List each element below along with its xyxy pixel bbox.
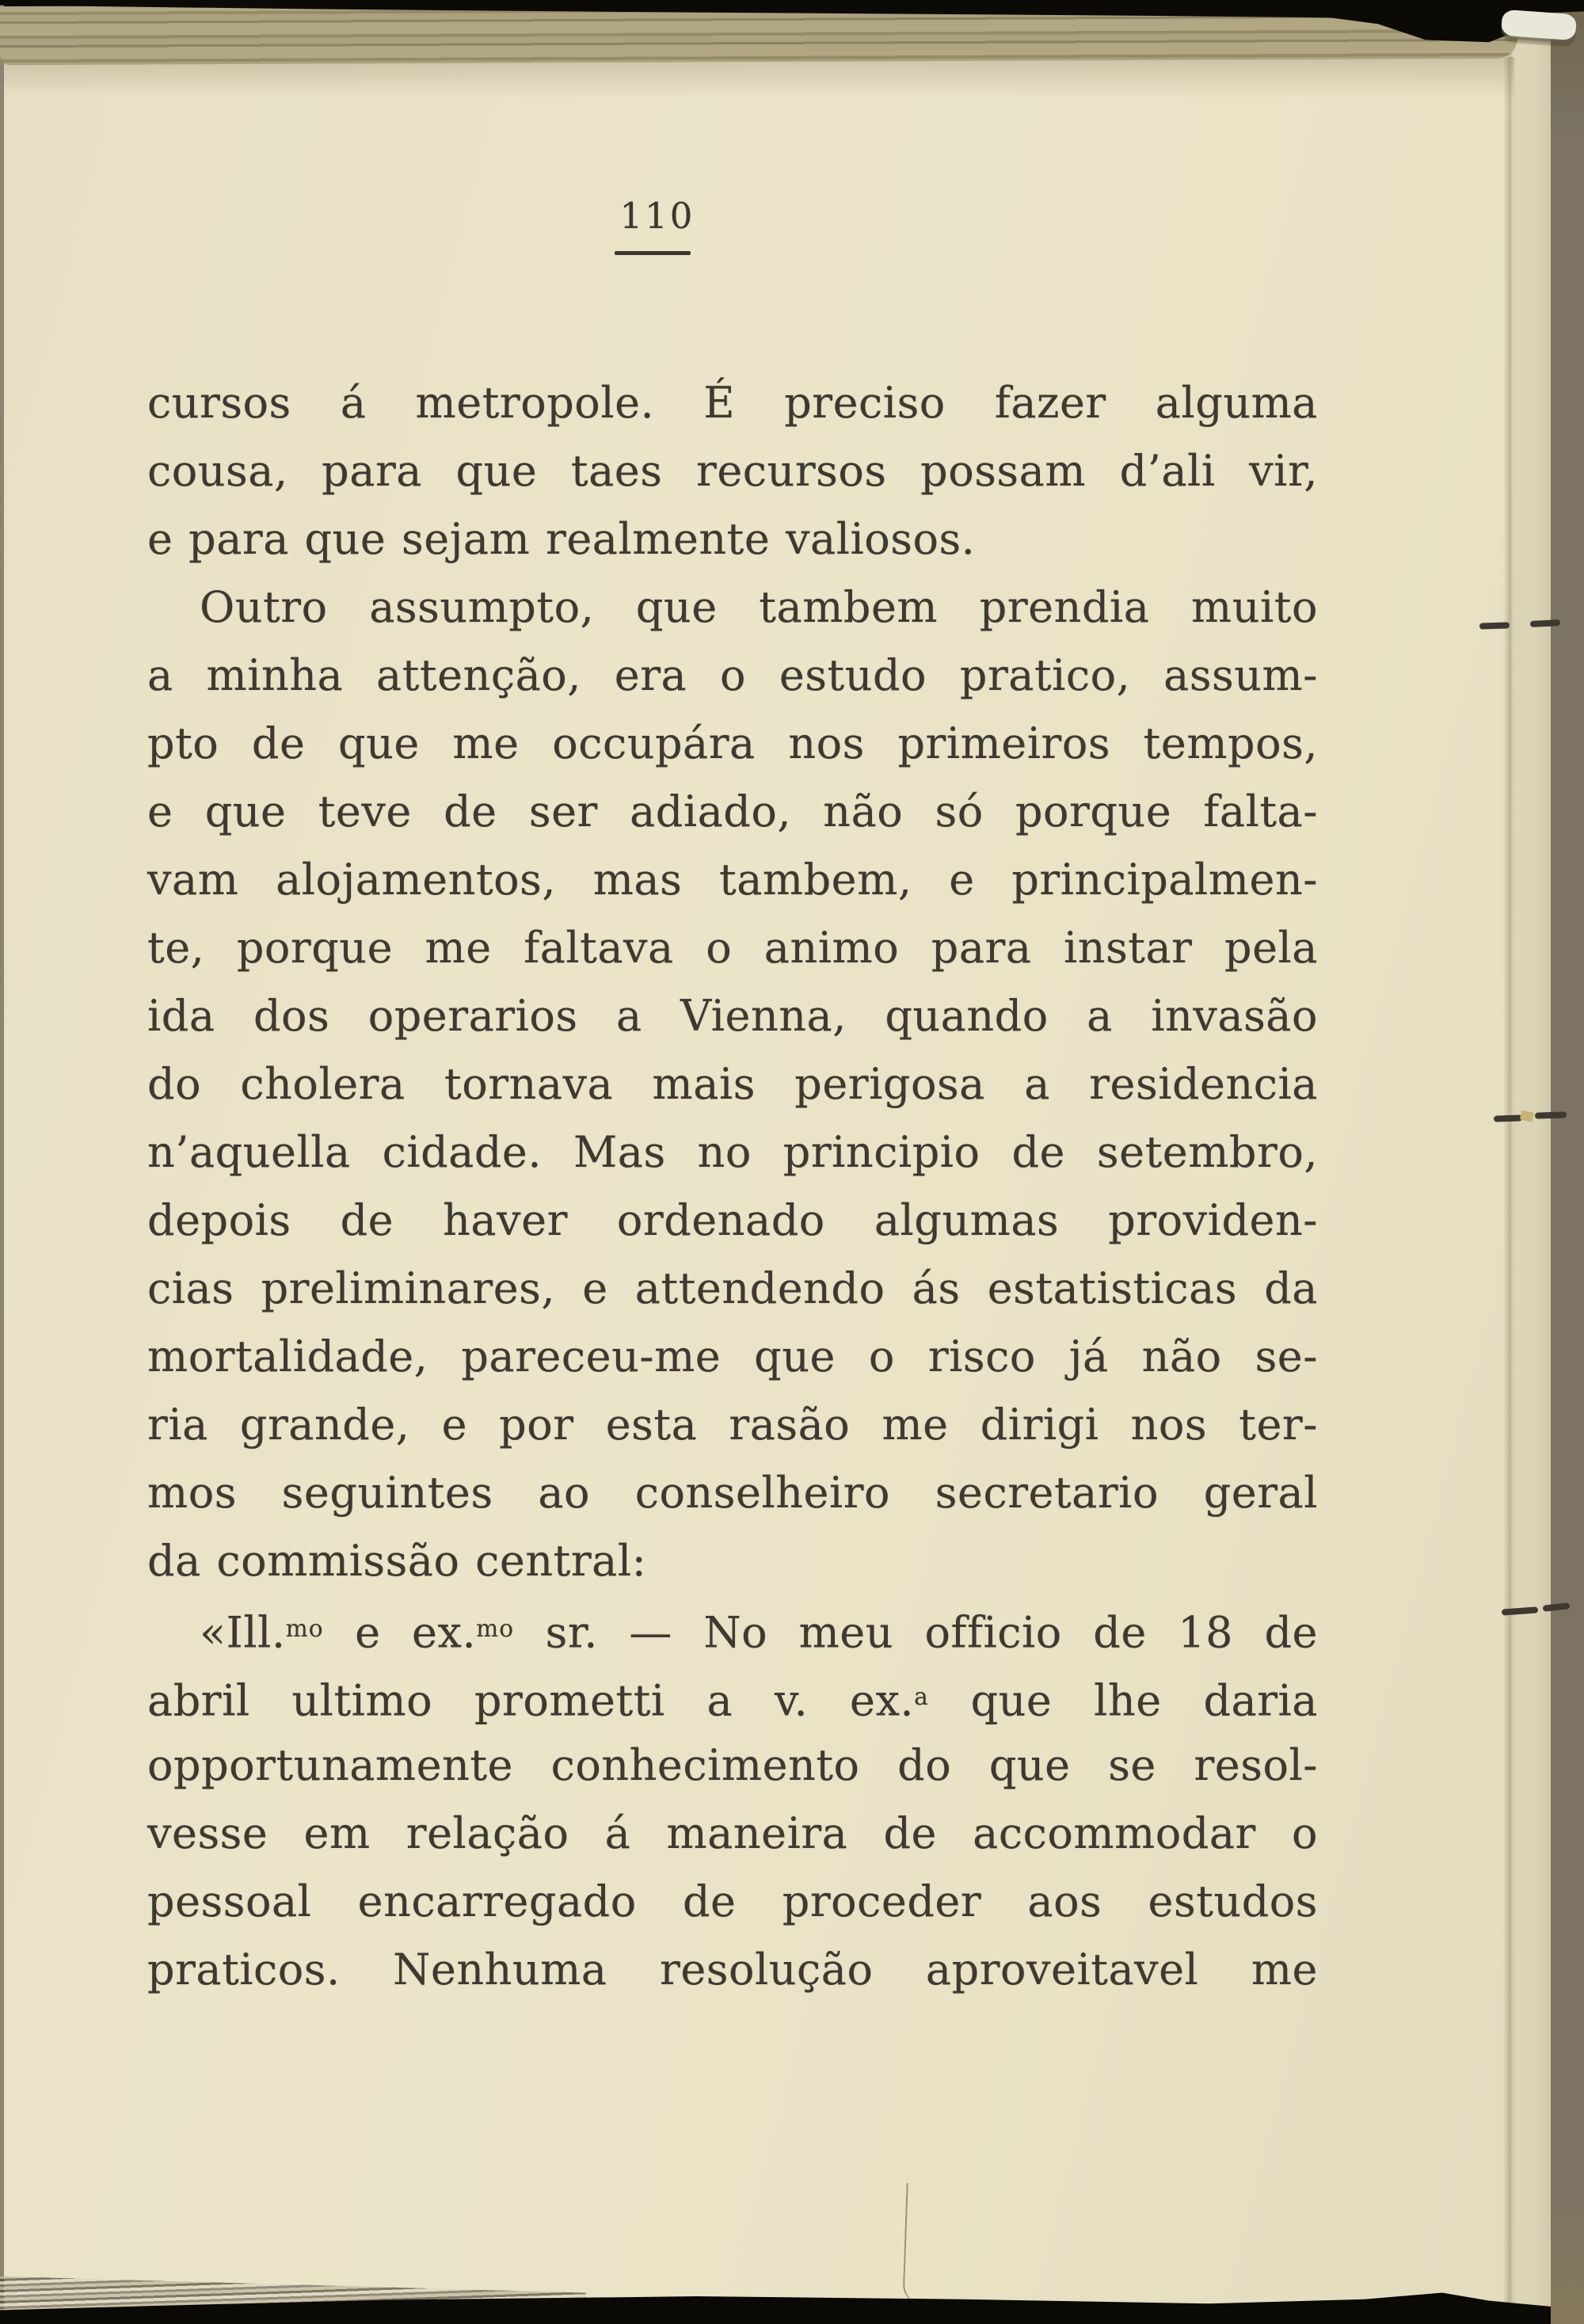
line-text: sr. — No meu officio de 18 de [514,1607,1318,1658]
text-line [147,1391,1318,1459]
line-text: vam alojamentos, mas tambem, e principalmen- [147,855,1318,905]
text-line [147,642,1318,710]
book-cover-edge-strip [1551,0,1584,2324]
text-line [147,982,1318,1050]
thread-knot [1520,1110,1534,1122]
text-line [147,1595,1318,1663]
line-text: mos seguintes ao conselheiro secretario geral [147,1468,1318,1518]
line-text: depois de haver ordenado algumas providen- [147,1195,1318,1245]
line-text: que lhe daria [928,1675,1319,1726]
text-line [147,1800,1318,1868]
binding-thread-mark [1494,1109,1581,1126]
page-number-rule [615,251,691,255]
text-line [147,1459,1318,1527]
binding-thread-mark [1502,1602,1584,1619]
text-line [147,505,1318,573]
thread-dash [1494,1114,1522,1122]
text-line [147,1323,1318,1391]
line-text: da commissão central: [147,1536,647,1586]
line-text: te, porque me faltava o animo para instar pela [147,923,1318,973]
text-line [147,1868,1318,1936]
text-line [147,437,1318,505]
thread-dash [1502,1606,1538,1615]
line-text: cousa, para que taes recursos possam d’ali vir, [147,446,1318,496]
line-text: opportunamente conhecimento do que se resol- [147,1740,1318,1790]
text-line [147,1732,1318,1800]
thread-dash [1479,622,1510,629]
line-text: pessoal encarregado de proceder aos estudos [147,1876,1318,1926]
line-text: e para que sejam realmente valiosos. [147,514,976,564]
line-text: n’aquella cidade. Mas no principio de setembro, [147,1127,1318,1177]
text-line [147,1050,1318,1118]
text-line [147,778,1318,846]
line-text: praticos. Nenhuma resolução aproveitavel me [147,1945,1318,1994]
text-line [147,1118,1318,1187]
text-block [147,369,1318,2004]
top-right-page-curl [1501,10,1577,40]
text-line [147,573,1318,642]
superscript-text: a [914,1683,929,1711]
line-text: Outro assumpto, que tambem prendia muito [200,582,1318,632]
line-text: pto de que me occupára nos primeiros tempos, [147,718,1318,768]
text-line [147,1527,1318,1595]
line-text: e que teve de ser adiado, não só porque falta- [147,787,1318,836]
line-text: mortalidade, pareceu-me que o risco já não se- [147,1332,1318,1381]
text-line [147,1187,1318,1255]
line-text: abril ultimo prometti a v. ex. [147,1675,915,1726]
thread-dash [1535,1111,1567,1118]
text-line [147,846,1318,914]
superscript-text: mo [476,1615,515,1643]
text-line [147,1255,1318,1323]
text-line [147,1663,1318,1732]
line-text: e ex. [323,1607,477,1658]
line-text: cias preliminares, e attendendo ás estatisticas da [147,1263,1318,1313]
superscript-text: mo [285,1615,324,1643]
text-line [147,710,1318,778]
line-text: «Ill. [200,1607,286,1658]
line-text: cursos á metropole. É preciso fazer alguma [147,378,1318,428]
page-fold-line [1503,8,1516,2324]
line-text: do cholera tornava mais perigosa a residencia [147,1059,1318,1109]
page-fore-edge-column [1514,8,1551,2324]
thread-dash [1543,1602,1571,1612]
page-number: 110 [619,195,695,237]
line-text: ria grande, e por esta rasão me dirigi nos ter- [147,1400,1318,1450]
text-line [147,369,1318,437]
thread-dash [1530,619,1560,627]
scan-left-edge [0,0,4,2324]
line-text: vesse em relação á maneira de accommodar o [147,1808,1318,1858]
binding-thread-mark [1479,618,1567,635]
line-text: a minha attenção, era o estudo pratico, assum- [147,650,1318,700]
text-line [147,1936,1318,2004]
line-text: ida dos operarios a Vienna, quando a invasão [147,991,1318,1041]
text-line [147,914,1318,982]
